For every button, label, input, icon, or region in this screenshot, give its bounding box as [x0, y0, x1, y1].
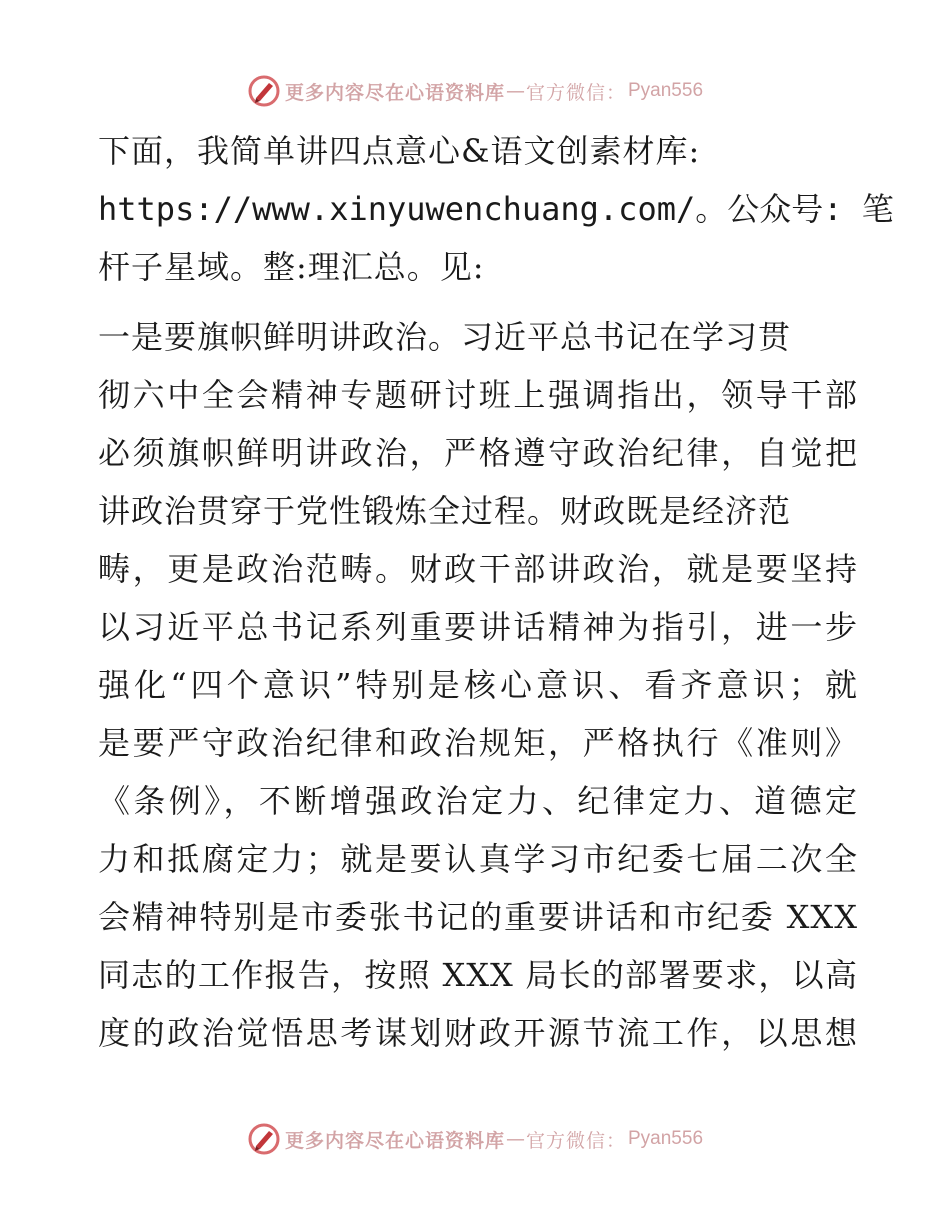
- intro-line-2-text: https://www.xinyuwenchuang.com/。公众号: 笔: [98, 190, 894, 228]
- banner-main-text: 更多内容尽在心语资料库: [284, 81, 505, 104]
- banner-main-text: 更多内容尽在心语资料库: [284, 1129, 505, 1152]
- paragraph-line-1: 一是要旗帜鲜明讲政治。习近平总书记在学习贯: [98, 318, 792, 356]
- paragraph-line-11: 会精神特别是市委张书记的重要讲话和市纪委 XXX: [98, 898, 858, 936]
- paragraph-line-3: 必须旗帜鲜明讲政治，严格遵守政治纪律，自觉把: [98, 434, 858, 472]
- banner-separator: —: [505, 1128, 525, 1150]
- paragraph-line-7: 强化“四个意识”特别是核心意识、看齐意识；就: [98, 666, 858, 704]
- paragraph-line-4: 讲政治贯穿于党性锻炼全过程。财政既是经济范: [98, 492, 792, 530]
- paragraph-line-8: 是要严守政治纪律和政治规矩，严格执行《准则》: [98, 724, 858, 762]
- paragraph-line-10: 力和抵腐定力；就是要认真学习市纪委七届二次全: [98, 840, 858, 878]
- intro-line-2: [98, 180, 894, 238]
- banner-wechat-label: 官方微信：: [525, 81, 626, 104]
- banner-wechat-label: 官方微信：: [525, 1129, 626, 1152]
- intro-line-1: 下面，我简单讲四点意心&语文创素材库:: [98, 132, 701, 170]
- paragraph-line-13: 度的政治觉悟思考谋划财政开源节流工作，以思想: [98, 1014, 858, 1052]
- paragraph-line-2: 彻六中全会精神专题研讨班上强调指出，领导干部: [98, 376, 858, 414]
- paragraph-line-5: 畴，更是政治范畴。财政干部讲政治，就是要坚持: [98, 550, 858, 588]
- paragraph-line-12: 同志的工作报告，按照 XXX 局长的部署要求，以高: [98, 956, 858, 994]
- pen-logo-icon: [247, 1122, 281, 1156]
- pen-logo-icon: [247, 74, 281, 108]
- footer-banner: [0, 1119, 950, 1159]
- banner-separator: —: [505, 80, 525, 102]
- banner-wechat-id: Pyan556: [628, 80, 704, 101]
- header-banner: [0, 71, 950, 111]
- banner-wechat-id: Pyan556: [628, 1128, 704, 1149]
- intro-line-3: 杆子星域。整:理汇总。见:: [98, 248, 485, 286]
- paragraph-line-9: 《条例》，不断增强政治定力、纪律定力、道德定: [98, 782, 858, 820]
- paragraph-line-6: 以习近平总书记系列重要讲话精神为指引，进一步: [98, 608, 858, 646]
